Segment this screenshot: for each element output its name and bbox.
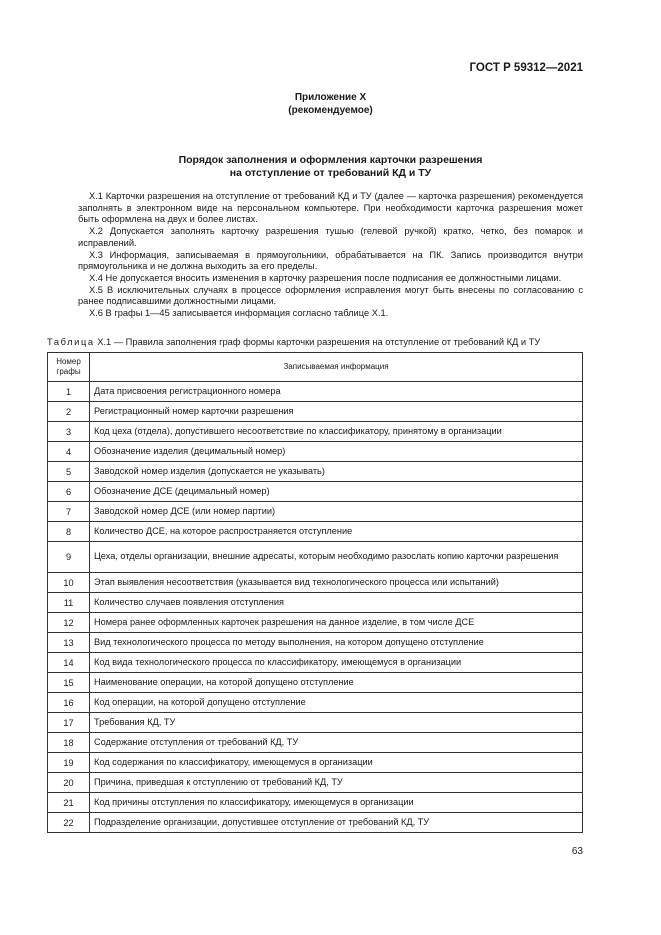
field-number-cell: 6 [48,482,90,502]
table-row [48,753,583,773]
table-row [48,633,583,653]
field-number-cell: 14 [48,653,90,673]
field-info-cell: Код содержания по классификатору, имеющемуся в организации [90,753,583,773]
field-number-cell: 15 [48,673,90,693]
field-number-cell: 16 [48,693,90,713]
paragraph-x3: Х.3 Информация, записываемая в прямоугольники, обрабатывается на ПК. Запись производится внутри прямоугольника и не должна выходить за его пределы. [78,249,583,272]
paragraph-x1: Х.1 Карточки разрешения на отступление от требований КД и ТУ (далее — карточка разрешения) рекомендуется заполнять в электронном виде на персональном компьютере. При необходимости карточка разрешения может быть оформлена на двух и более листах. [78,191,583,225]
field-info-cell: Вид технологического процесса по методу выполнения, на котором допущено отступление [90,633,583,653]
field-info-cell: Обозначение ДСЕ (децимальный номер) [90,482,583,502]
table-row [48,542,583,573]
field-info-cell: Причина, приведшая к отступлению от требований КД, ТУ [90,773,583,793]
table-row [48,733,583,753]
column-header-info: Записываемая информация [90,353,583,382]
table-body [48,382,583,833]
field-number-cell: 11 [48,593,90,613]
field-number-cell: 12 [48,613,90,633]
table-row [48,522,583,542]
field-number-cell: 9 [48,542,90,573]
field-number-cell: 4 [48,442,90,462]
field-number-cell: 20 [48,773,90,793]
appendix-block [0,91,661,117]
field-number-cell: 13 [48,633,90,653]
table-row [48,422,583,442]
field-number-cell: 2 [48,402,90,422]
field-info-cell: Заводской номер изделия (допускается не указывать) [90,462,583,482]
field-number-cell: 19 [48,753,90,773]
field-info-cell: Дата присвоения регистрационного номера [90,382,583,402]
paragraph-x4: Х.4 Не допускается вносить изменения в карточку разрешения после подписания ее должностными лицами. [89,272,562,283]
table-row [48,502,583,522]
field-number-cell: 1 [48,382,90,402]
table-row [48,573,583,593]
standard-code: ГОСТ Р 59312—2021 [469,62,583,74]
field-info-cell: Код причины отступления по классификатору, имеющемуся в организации [90,793,583,813]
heading-line-1: Порядок заполнения и оформления карточки разрешения [178,154,483,166]
table-row [48,462,583,482]
field-info-cell: Номера ранее оформленных карточек разрешения на данное изделие, в том числе ДСЕ [90,613,583,633]
field-info-cell: Код цеха (отдела), допустившего несоответствие по классификатору, принятому в организации [90,422,583,442]
field-info-cell: Обозначение изделия (децимальный номер) [90,442,583,462]
field-number-cell: 17 [48,713,90,733]
appendix-subtitle: (рекомендуемое) [288,105,373,116]
field-info-cell: Код вида технологического процесса по классификатору, имеющемуся в организации [90,653,583,673]
field-number-cell: 21 [48,793,90,813]
table-row [48,773,583,793]
table-row [48,713,583,733]
field-number-cell: 3 [48,422,90,442]
table-row [48,653,583,673]
column-header-number: Номер графы [48,353,90,382]
table-header-row [48,353,583,382]
field-info-cell: Количество ДСЕ, на которое распространяется отступление [90,522,583,542]
field-number-cell: 8 [48,522,90,542]
field-number-cell: 7 [48,502,90,522]
table-row [48,382,583,402]
field-number-cell: 22 [48,813,90,833]
paragraph-x5: Х.5 В исключительных случаях в процессе оформления исправления могут быть внесены по согласованию с ранее подписавшими должностными лицами. [78,284,583,307]
table-caption-label: Таблица [47,337,95,347]
table-row [48,613,583,633]
table-caption-text: Х.1 — Правила заполнения граф формы карточки разрешения на отступление от требований КД и ТУ [97,337,541,347]
field-info-cell: Код операции, на которой допущено отступление [90,693,583,713]
table-row [48,673,583,693]
field-info-cell: Подразделение организации, допустившее отступление от требований КД, ТУ [90,813,583,833]
table-row [48,693,583,713]
field-number-cell: 5 [48,462,90,482]
table-row [48,482,583,502]
section-heading [0,154,661,180]
heading-line-2: на отступление от требований КД и ТУ [229,167,432,179]
field-info-cell: Цеха, отделы организации, внешние адресаты, которым необходимо разослать копию карточки разрешения [90,542,583,573]
fields-table [47,352,583,833]
appendix-title: Приложение Х [294,92,367,103]
page-number: 63 [571,846,583,857]
table-row [48,593,583,613]
body-text [78,191,583,320]
field-info-cell: Количество случаев появления отступления [90,593,583,613]
paragraph-x6: Х.6 В графы 1—45 записывается информация согласно таблице Х.1. [89,308,389,319]
field-info-cell: Содержание отступления от требований КД, ТУ [90,733,583,753]
field-info-cell: Регистрационный номер карточки разрешения [90,402,583,422]
field-info-cell: Наименование операции, на которой допущено отступление [90,673,583,693]
field-number-cell: 10 [48,573,90,593]
field-number-cell: 18 [48,733,90,753]
table-row [48,813,583,833]
table-row [48,793,583,813]
field-info-cell: Заводской номер ДСЕ (или номер партии) [90,502,583,522]
field-info-cell: Этап выявления несоответствия (указывается вид технологического процесса или испытаний) [90,573,583,593]
table-row [48,402,583,422]
paragraph-x2: Х.2 Допускается заполнять карточку разрешения тушью (гелевой ручкой) кратко, четко, без помарок и исправлений. [78,226,583,248]
table-row [48,442,583,462]
table-caption [47,336,587,348]
field-info-cell: Требования КД, ТУ [90,713,583,733]
